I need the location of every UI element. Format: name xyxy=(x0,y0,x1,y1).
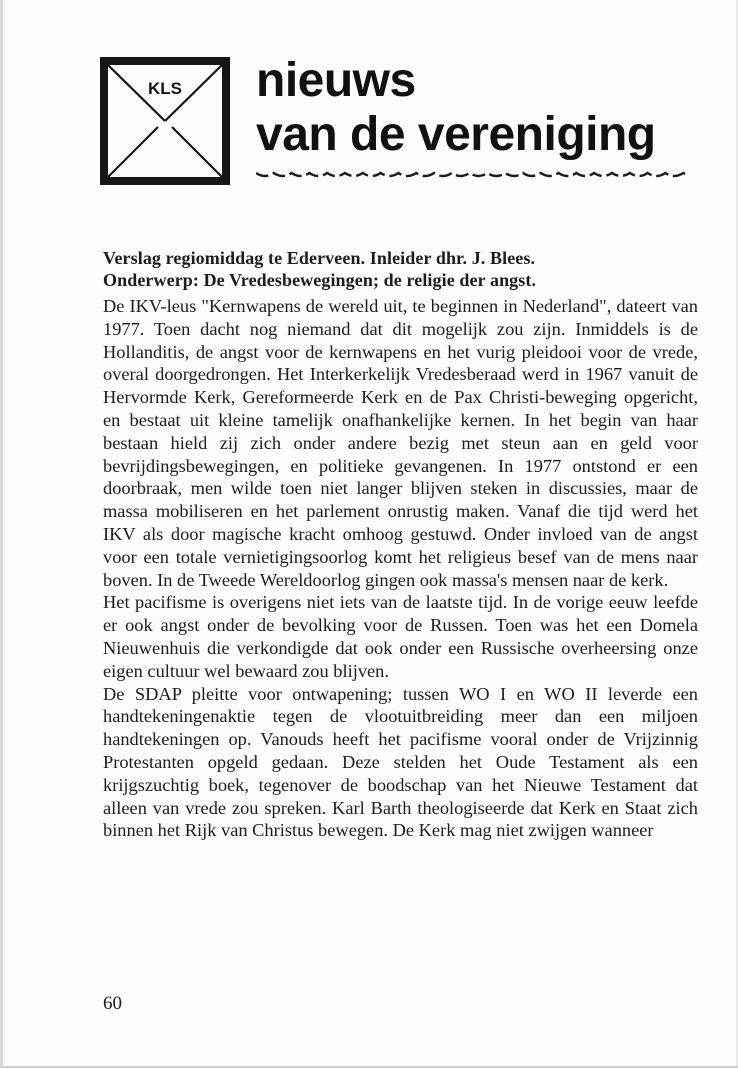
heading-line-2: van de vereniging xyxy=(256,108,656,161)
article-paragraph-1: De IKV-leus "Kernwapens de wereld uit, te beginnen in Nederland", dateert van 1977. Toen dacht nog niemand dat dit mogelijk zou zijn. Inmiddels is de Hollanditis, de angst voor de kernwapens en het vurig pleidooi voor de vrede, overal doorgedrongen. Het Interkerkelijk Vredesberaad werd in 1967 vanuit de Hervormde Kerk, Gereformeerde Kerk en de Pax Christi-beweging opgericht, en bestaat uit kleine tamelijk onafhankelijke kernen. In het begin van haar bestaan hield zij zich onder andere bezig met steun aan en geld voor bevrijdingsbewegingen, en politieke gevangenen. In 1977 ontstond er een doorbraak, men wilde toen niet langer blijven steken in discussies, maar de massa mobiliseren en het parlement onrustig maken. Vanaf die tijd werd het IKV als door magische kracht omhoog gestuwd. Onder invloed van de angst voor een totale vernietigingsoorlog komt het religieus besef van de mens naar boven. In de Tweede Wereldoorlog gingen ook massa's mensen naar de kerk. xyxy=(103,296,698,590)
article-subtitle-line-2: Onderwerp: De Vredesbewegingen; de religie der angst. xyxy=(103,270,537,290)
decorative-squiggle-divider xyxy=(256,168,686,182)
article-paragraph-2: Het pacifisme is overigens niet iets van de laatste tijd. In de vorige eeuw leefde er ook angst onder de bevolking voor de Russen. Toen was het een Domela Nieuwenhuis die verkondigde dat ook onder een Russische overheersing onze eigen cultuur wel bewaard zou blijven. xyxy=(103,592,698,681)
heading-line-1: nieuws xyxy=(256,54,416,107)
article xyxy=(103,247,698,842)
squiggle-path xyxy=(256,173,686,176)
logo-text: KLS xyxy=(148,79,182,98)
article-paragraph-3: De SDAP pleitte voor ontwapening; tussen WO I en WO II leverde een handtekeningenaktie tegen de vlootuitbreiding meer dan een miljoen handtekeningen op. Vanouds heeft het pacifisme vooral onder de Vrijzinnig Protestanten opgeld gedaan. Deze stelden het Oude Testament als een krijgszuchtig boek, tegenover de boodschap van het Nieuwe Testament dat alleen van vrede zou spreken. Karl Barth theologiseerde dat Kerk en Staat zich binnen het Rijk van Christus bewegen. De Kerk mag niet zwijgen wanneer xyxy=(103,683,698,841)
page-heading xyxy=(256,54,696,162)
article-body xyxy=(103,295,698,842)
article-subtitle-line-1: Verslag regiomiddag te Ederveen. Inleider dhr. J. Blees. xyxy=(103,248,536,268)
page-number: 60 xyxy=(103,993,122,1014)
kls-envelope-logo-icon xyxy=(100,57,230,185)
page-edge-left xyxy=(0,0,3,1068)
